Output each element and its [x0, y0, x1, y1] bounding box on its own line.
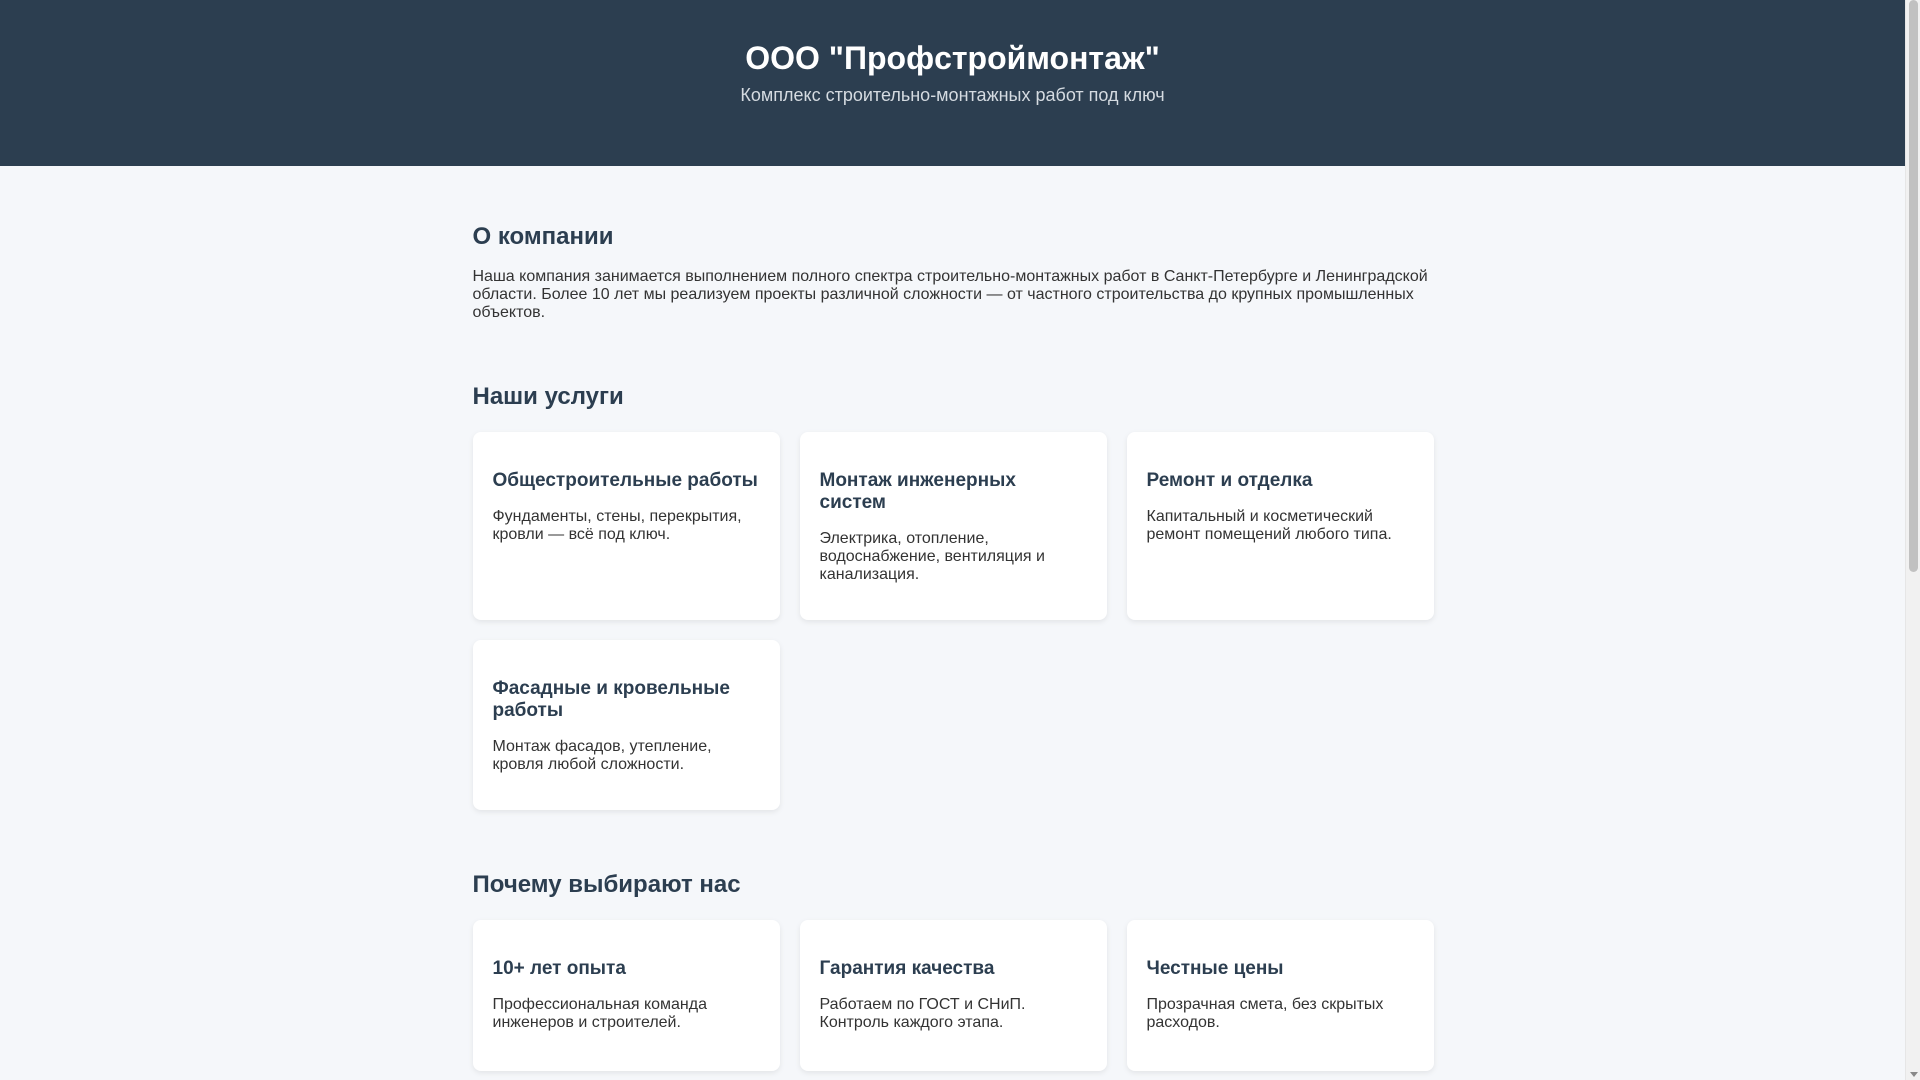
service-description: Капитальный и косметический ремонт помещений любого типа. [1146, 508, 1392, 543]
advantage-description: Прозрачная смета, без скрытых расходов. [1146, 996, 1384, 1031]
services-grid [473, 432, 1433, 810]
service-title: Фасадные и кровельные работы [492, 678, 730, 721]
service-title: Монтаж инженерных систем [819, 470, 1016, 513]
advantage-card [1127, 920, 1434, 1071]
advantage-description: Работаем по ГОСТ и СНиП. Контроль каждого этапа. [819, 996, 1026, 1031]
site-header [0, 0, 1905, 166]
company-tagline: Комплекс строительно-монтажных работ под ключ [740, 85, 1165, 105]
services-section [473, 382, 1433, 810]
why-us-section [473, 870, 1433, 1080]
about-text: Наша компания занимается выполнением полного спектра строительно-монтажных работ в Санкт-Петербурге и Ленинградской области. Более 10 лет мы реализуем проекты различной сложности — от частного строительства до крупных промышленных объектов. [472, 268, 1428, 321]
advantage-title: 10+ лет опыта [492, 958, 626, 979]
service-description: Фундаменты, стены, перекрытия, кровли — всё под ключ. [492, 508, 742, 543]
about-section [473, 222, 1433, 322]
advantage-card [800, 920, 1107, 1071]
vertical-scrollbar[interactable] [1905, 0, 1920, 1080]
service-description: Монтаж фасадов, утепление, кровля любой сложности. [492, 738, 712, 773]
service-card [473, 432, 780, 620]
service-title: Ремонт и отделка [1146, 470, 1313, 491]
why-us-grid [473, 920, 1433, 1080]
company-title: ООО "Профстроймонтаж" [745, 40, 1160, 76]
advantage-title: Честные цены [1146, 958, 1284, 979]
service-card [1127, 432, 1434, 620]
service-description: Электрика, отопление, водоснабжение, вентиляция и канализация. [819, 530, 1045, 583]
scrollbar-thumb[interactable] [1909, 0, 1918, 572]
advantage-title: Гарантия качества [819, 958, 995, 979]
about-heading: О компании [472, 223, 614, 250]
advantage-card [473, 920, 780, 1071]
advantage-description: Профессиональная команда инженеров и строителей. [492, 996, 707, 1031]
scroll-down-arrow-icon[interactable] [1910, 1072, 1918, 1077]
service-card [800, 432, 1107, 620]
service-title: Общестроительные работы [492, 470, 758, 491]
services-heading: Наши услуги [472, 383, 624, 410]
main-content [473, 166, 1433, 1080]
why-us-heading: Почему выбирают нас [472, 871, 741, 898]
service-card [473, 640, 780, 810]
